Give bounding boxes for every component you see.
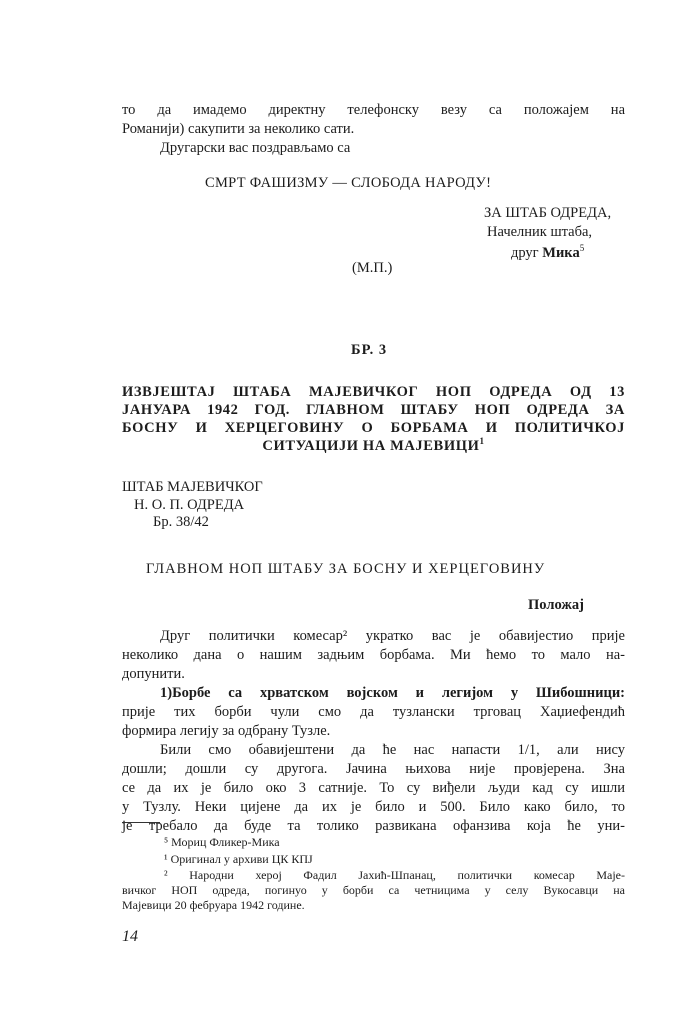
title-line: [122, 437, 625, 455]
title-line-text: СИТУАЦИЈИ НА МАЈЕВИЦИ: [262, 438, 480, 454]
footnote-line: вичког НОП одреда, погинуо у борби са четницима у селу Вукосавци на: [122, 883, 625, 897]
footnote-line: ² Народни херој Фадил Јахић-Шпанац, политички комесар Маје-: [164, 868, 625, 882]
sender-line-3: Бр. 38/42: [153, 514, 209, 530]
title-line: БОСНУ И ХЕРЦЕГОВИНУ О БОРБАМА И ПОЛИТИЧКОЈ: [122, 420, 625, 436]
title-line: ЈАНУАРА 1942 ГОД. ГЛАВНОМ ШТАБУ НОП ОДРЕДА ЗА: [122, 402, 625, 418]
text-line: се да их је било око 3 сатније. То су виђели људи кад су ишли: [122, 780, 625, 796]
document-number: БР. 3: [351, 342, 388, 358]
text-line: у Тузлу. Неки цијене да их је било и 500. Било како било, то: [122, 799, 625, 815]
text-line: формира легију за одбрану Тузле.: [122, 723, 331, 739]
greeting: Другарски вас поздрављамо са: [160, 140, 351, 156]
top-paragraph: [122, 101, 625, 139]
paragraph-3: [122, 741, 625, 836]
footnote-2: [122, 868, 625, 913]
text-line: Били смо обавијештени да ће нас напасти 1/1, али нису: [160, 742, 625, 758]
footnote-ref: 1: [479, 436, 485, 447]
signature-line-1: ЗА ШТАБ ОДРЕДА,: [484, 205, 612, 221]
stamp-mark: (М.П.): [352, 260, 393, 276]
text-line: Друг политички комесар² укратко вас је обавијестио прије: [160, 628, 625, 644]
sender-line-1: ШТАБ МАЈЕВИЧКОГ: [122, 479, 263, 495]
title-line: ИЗВЈЕШТАЈ ШТАБА МАЈЕВИЧКОГ НОП ОДРЕДА ОД 13: [122, 384, 625, 400]
text-line: је требало да буде та толико развикана офанзива која ће уни-: [122, 818, 625, 834]
text-line: прије тих борби чули смо да тузлански трговац Хаџиефендић: [122, 704, 625, 720]
paragraph-2: [122, 684, 625, 741]
footnote-ref: 5: [579, 243, 585, 254]
signature-prefix: друг: [511, 245, 539, 261]
sender-line-2: Н. О. П. ОДРЕДА: [134, 497, 245, 513]
document-title: [122, 383, 625, 455]
footnote-rule: [122, 822, 160, 823]
text-line: неколико дана о нашим задњим борбама. Ми ћемо то мало на-: [122, 647, 625, 663]
text-line: дошли; дошли су другога. Јачина њихова није провјерена. Зна: [122, 761, 625, 777]
paragraph-1: [122, 627, 625, 684]
slogan: СМРТ ФАШИЗМУ — СЛОБОДА НАРОДУ!: [205, 175, 492, 191]
section-heading: 1)Борбе са хрватском војском и легијом у Шибошници:: [160, 685, 625, 701]
signature-line-3: [511, 244, 584, 263]
signature-name: Мика: [542, 245, 580, 261]
text-line: то да имадемо директну телефонску везу са положајем на: [122, 102, 625, 118]
addressee: ГЛАВНОМ НОП ШТАБУ ЗА БОСНУ И ХЕРЦЕГОВИНУ: [146, 561, 546, 577]
page-number: 14: [122, 928, 138, 945]
position-label: Положај: [528, 597, 584, 613]
footnote-line: Мајевици 20 фебруара 1942 године.: [122, 898, 305, 912]
footnote-5: ⁵ Мориц Фликер-Мика: [164, 835, 280, 849]
text-line: Романији) сакупити за неколико сати.: [122, 121, 355, 137]
footnote-1: ¹ Оригинал у архиви ЦК КПЈ: [164, 852, 313, 866]
text-line: допунити.: [122, 666, 185, 682]
signature-line-2: Начелник штаба,: [487, 224, 593, 240]
